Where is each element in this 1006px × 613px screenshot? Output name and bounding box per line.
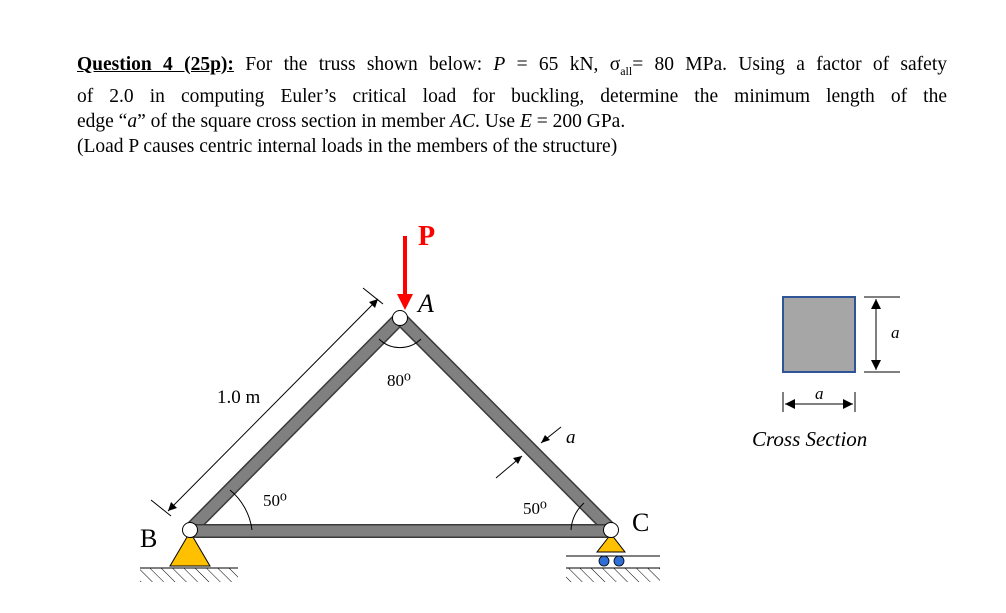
roller-wheel-right xyxy=(614,556,624,566)
text-fragment: For the truss shown below: xyxy=(233,54,494,75)
joint-C-pin xyxy=(604,523,619,538)
symbol-P: P xyxy=(493,54,506,75)
question-heading: Question 4 (25p): xyxy=(77,54,234,75)
member-BC xyxy=(190,524,611,538)
problem-line-2: of 2.0 in computing Euler’s critical load for buckling, determine the minimum length of the xyxy=(77,85,947,107)
text-fragment: = 65 kN, xyxy=(505,54,610,75)
text-fragment: = 80 MPa. Using a factor of safety xyxy=(632,54,947,75)
ground-hatch-B xyxy=(140,568,238,582)
joint-A-pin xyxy=(393,311,408,326)
dimension-line-AB xyxy=(151,288,383,516)
text-fragment: . Use xyxy=(475,110,520,132)
cross-section-square xyxy=(783,297,855,372)
symbol-sigma: σ xyxy=(609,54,621,75)
angle-B-label: 50⁰ xyxy=(263,491,287,510)
symbol-a: a xyxy=(127,110,138,132)
cross-section-caption: Cross Section xyxy=(752,427,868,451)
member-AC xyxy=(400,318,611,530)
joint-B-pin xyxy=(183,523,198,538)
problem-line-4: (Load P causes centric internal loads in the members of the structure) xyxy=(77,135,618,157)
symbol-AC: AC xyxy=(450,110,475,132)
subscript-all: all xyxy=(620,63,633,78)
text-fragment: edge “ xyxy=(77,110,128,132)
text-fragment: ” of the square cross section in member xyxy=(137,110,451,132)
ground-hatch-C xyxy=(566,568,660,582)
angle-C-label: 50⁰ xyxy=(523,499,547,518)
load-label: P xyxy=(418,221,436,252)
member-width-label: a xyxy=(566,427,576,448)
cross-section-side-label: a xyxy=(891,323,900,342)
roller-wheel-left xyxy=(599,556,609,566)
joint-C-label: C xyxy=(632,508,650,537)
joint-A-label: A xyxy=(418,289,434,318)
length-AB-label: 1.0 m xyxy=(217,387,261,408)
joint-B-label: B xyxy=(140,524,158,553)
text-fragment: = 200 GPa. xyxy=(531,110,626,132)
load-arrow xyxy=(397,236,413,310)
symbol-E: E xyxy=(519,110,532,132)
cross-section-bottom-label: a xyxy=(815,384,824,403)
member-AB xyxy=(190,318,400,530)
angle-A-label: 80⁰ xyxy=(387,371,411,390)
